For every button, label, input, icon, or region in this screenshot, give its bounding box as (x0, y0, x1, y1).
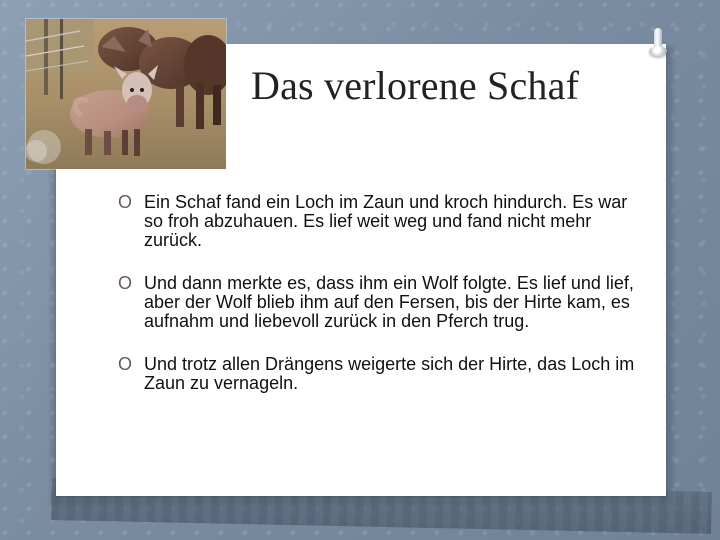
bullet-item (118, 355, 638, 393)
bullet-item (118, 274, 638, 331)
pushpin-icon (647, 28, 669, 62)
slide-title: Das verlorene Schaf (251, 63, 580, 108)
bullet-marker: O (118, 273, 133, 293)
bullet-list (118, 193, 638, 393)
bullet-text: Ein Schaf fand ein Loch im Zaun und kroch hindurch. Es war so froh abzuhauen. Es lief weit weg und fand nicht mehr zurück. (144, 192, 628, 250)
bullet-marker: O (118, 192, 133, 212)
bullet-marker: O (118, 354, 133, 374)
bullet-text: Und trotz allen Drängens weigerte sich der Hirte, das Loch im Zaun zu vernageln. (144, 354, 635, 393)
bullet-text: Und dann merkte es, dass ihm ein Wolf folgte. Es lief und lief, aber der Wolf blieb ihm auf den Fersen, bis der Hirte kam, es aufnahm und liebevoll zurück in den Pferch trug. (144, 273, 634, 331)
sheep-photo (26, 19, 226, 169)
bullet-item (118, 193, 638, 250)
